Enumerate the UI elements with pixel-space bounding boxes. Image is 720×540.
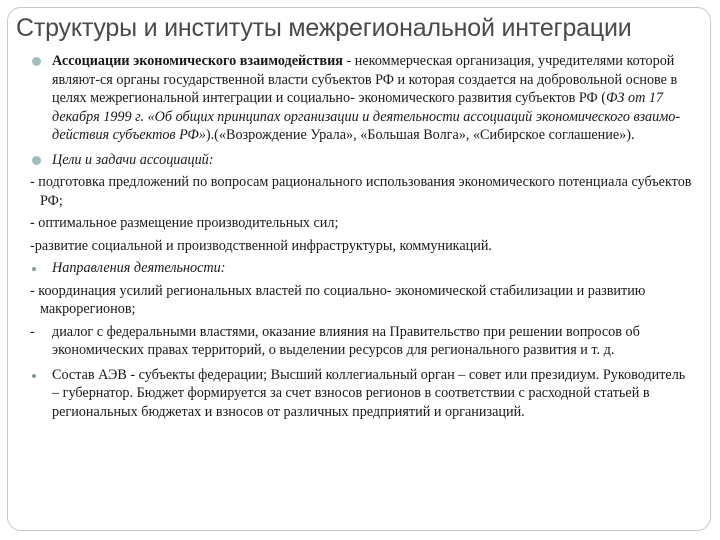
bullet-dot-icon [32,156,41,165]
bullet-dot-icon [32,267,36,271]
bullet-goals-heading [24,151,694,170]
associations-law: ФЗ от 17 декабря 1999 г. «Об общих принципах организации и деятельности ассоциаций экономического взаимо-действия субъектов РФ» [52,90,681,143]
bullet-directions-heading [24,259,694,278]
slide-title: Структуры и институты межрегиональной интеграции [16,14,632,42]
associations-examples: ).(«Возрождение Урала», «Большая Волга», «Сибирское соглашение»). [205,127,635,143]
direction-item: - координация усилий региональных властей по социально- экономической стабилизации и развитию макрорегионов; [30,282,646,317]
direction-text: диалог с федеральными властями, оказание влияния на Правительство при решении вопросов об экономических правах территорий, о выделении ресурсов для регионального развития и т. д. [52,323,640,358]
goals-heading: Цели и задачи ассоциаций: [52,151,214,168]
direction-dash: - [30,323,35,340]
bullet-dot-icon [32,57,41,66]
slide-content [24,52,694,421]
bullet-dot-icon [32,374,36,378]
bullet-associations [24,52,694,145]
goal-item: - подготовка предложений по вопросам рационального использования экономического потенциала субъектов РФ; [30,174,692,209]
bullet-composition [24,366,694,422]
composition-text: Состав АЭВ - субъекты федерации; Высший коллегиальный орган – совет или президиум. Руководитель – губернатор. Бюджет формируется за счет взносов регионов в соответствии с расходной статьей в региональных бюджетах и взносов от различных предприятий и организаций. [52,366,686,420]
goal-item: -развитие социальной и производственной инфраструктуры, коммуникаций. [30,237,492,254]
associations-definition: - некоммерческая организация, учредителями которой являют-ся органы государственной власти субъектов РФ и которая создается на добровольной основе в целях межрегиональной интеграции и социально- экономического развития субъектов РФ ( [52,53,678,106]
goal-item: - оптимальное размещение производительных сил; [30,215,339,231]
associations-term: Ассоциации экономического взаимодействия [52,53,343,69]
direction-item [24,323,694,360]
directions-heading: Направления деятельности: [52,260,226,276]
